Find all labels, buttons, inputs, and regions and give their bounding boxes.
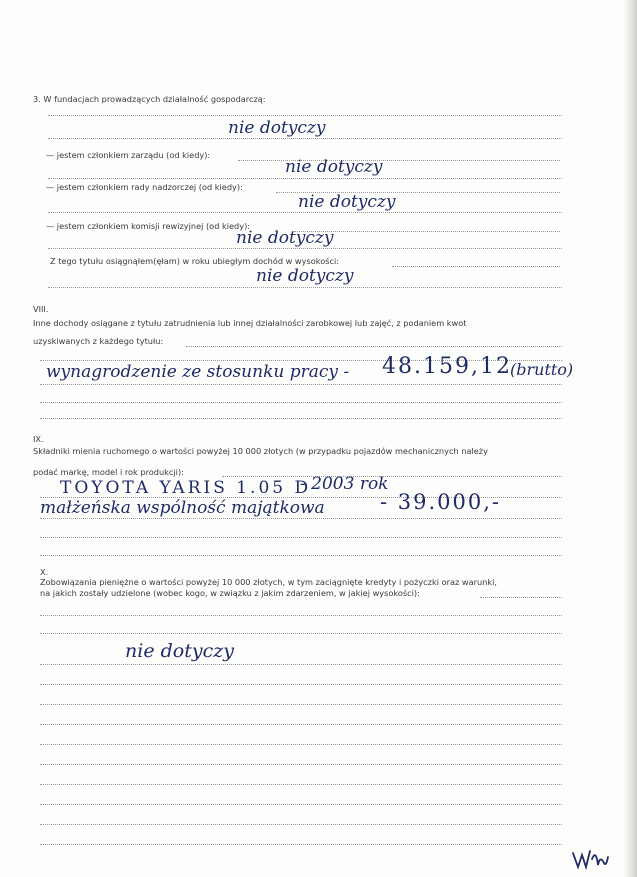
section-viii-numeral: VIII. — [33, 304, 49, 314]
answer-line — [40, 704, 562, 705]
section-viii-text-2: uzyskiwanych z każdego tytułu: — [33, 336, 164, 346]
answer-line — [40, 804, 562, 805]
audit-member-answer: nie dotyczy — [236, 228, 334, 248]
other-income-amount: 48.159,12 — [382, 354, 512, 379]
answer-line — [40, 384, 562, 385]
answer-line — [40, 824, 562, 825]
property-value: - 39.000,- — [380, 490, 502, 514]
answer-line — [40, 784, 562, 785]
section-3-answer: nie dotyczy — [228, 118, 326, 138]
answer-line — [480, 597, 562, 598]
section-x-text-2: na jakich zostały udzielone (wobec kogo, w związku z jakim zdarzeniem, w jakiej wysokości): — [40, 588, 420, 598]
income-label: Z tego tytułu osiągnąłem(ęłam) w roku ubiegłym dochód w wysokości: — [50, 256, 340, 266]
answer-line — [40, 664, 562, 665]
answer-line — [40, 537, 562, 538]
section-ix-text: Składniki mienia ruchomego o wartości powyżej 10 000 złotych (w przypadku pojazdów mechanicznych należy — [33, 446, 488, 456]
audit-member-label: — jestem członkiem komisji rewizyjnej (od kiedy): — [46, 221, 251, 231]
answer-line — [48, 178, 562, 179]
section-x-numeral: X. — [40, 567, 49, 577]
initials-signature — [570, 845, 610, 873]
answer-line — [48, 115, 562, 116]
answer-line — [48, 287, 562, 288]
supervisory-member-answer: nie dotyczy — [298, 192, 396, 212]
answer-line — [40, 724, 562, 725]
answer-line — [40, 844, 562, 845]
answer-line — [392, 266, 560, 267]
vehicle-answer: TOYOTA YARIS 1.05 D — [60, 478, 312, 498]
section-viii-text: Inne dochody osiągane z tytułu zatrudnienia lub innej działalności zarobkowej lub zajęć, z podaniem kwot — [33, 318, 467, 328]
section-x-text: Zobowiązania pieniężne o wartości powyżej 10 000 złotych, w tym zaciągnięte kredyty i pożyczki oraz warunki, — [40, 577, 497, 587]
answer-line — [48, 248, 562, 249]
section-ix-text-2: podać markę, model i rok produkcji): — [33, 467, 184, 477]
answer-line — [40, 418, 562, 419]
answer-line — [40, 518, 562, 519]
answer-line — [40, 764, 562, 765]
answer-line — [222, 476, 562, 477]
other-income-answer: wynagrodzenie ze stosunku pracy - — [46, 362, 350, 382]
supervisory-member-label: — jestem członkiem rady nadzorczej (od kiedy): — [46, 182, 243, 192]
liabilities-answer: nie dotyczy — [125, 640, 234, 662]
section-3-heading: 3. W fundacjach prowadzących działalność gospodarczą: — [33, 94, 266, 104]
scan-edge-shadow — [623, 0, 637, 877]
answer-line — [40, 555, 562, 556]
section-ix-numeral: IX. — [33, 434, 44, 444]
answer-line — [40, 402, 562, 403]
answer-line — [294, 231, 560, 232]
answer-line — [40, 744, 562, 745]
board-member-answer: nie dotyczy — [285, 157, 383, 177]
board-member-label: — jestem członkiem zarządu (od kiedy): — [46, 150, 211, 160]
answer-line — [40, 633, 562, 634]
answer-line — [186, 346, 562, 347]
other-income-gross: (brutto) — [510, 360, 574, 379]
answer-line — [48, 212, 562, 213]
property-answer: małżeńska wspólność majątkowa — [40, 498, 325, 518]
answer-line — [40, 615, 562, 616]
answer-line — [40, 684, 562, 685]
answer-line — [48, 138, 562, 139]
vehicle-year: - 2003 rok — [300, 474, 389, 494]
income-answer: nie dotyczy — [256, 266, 354, 286]
